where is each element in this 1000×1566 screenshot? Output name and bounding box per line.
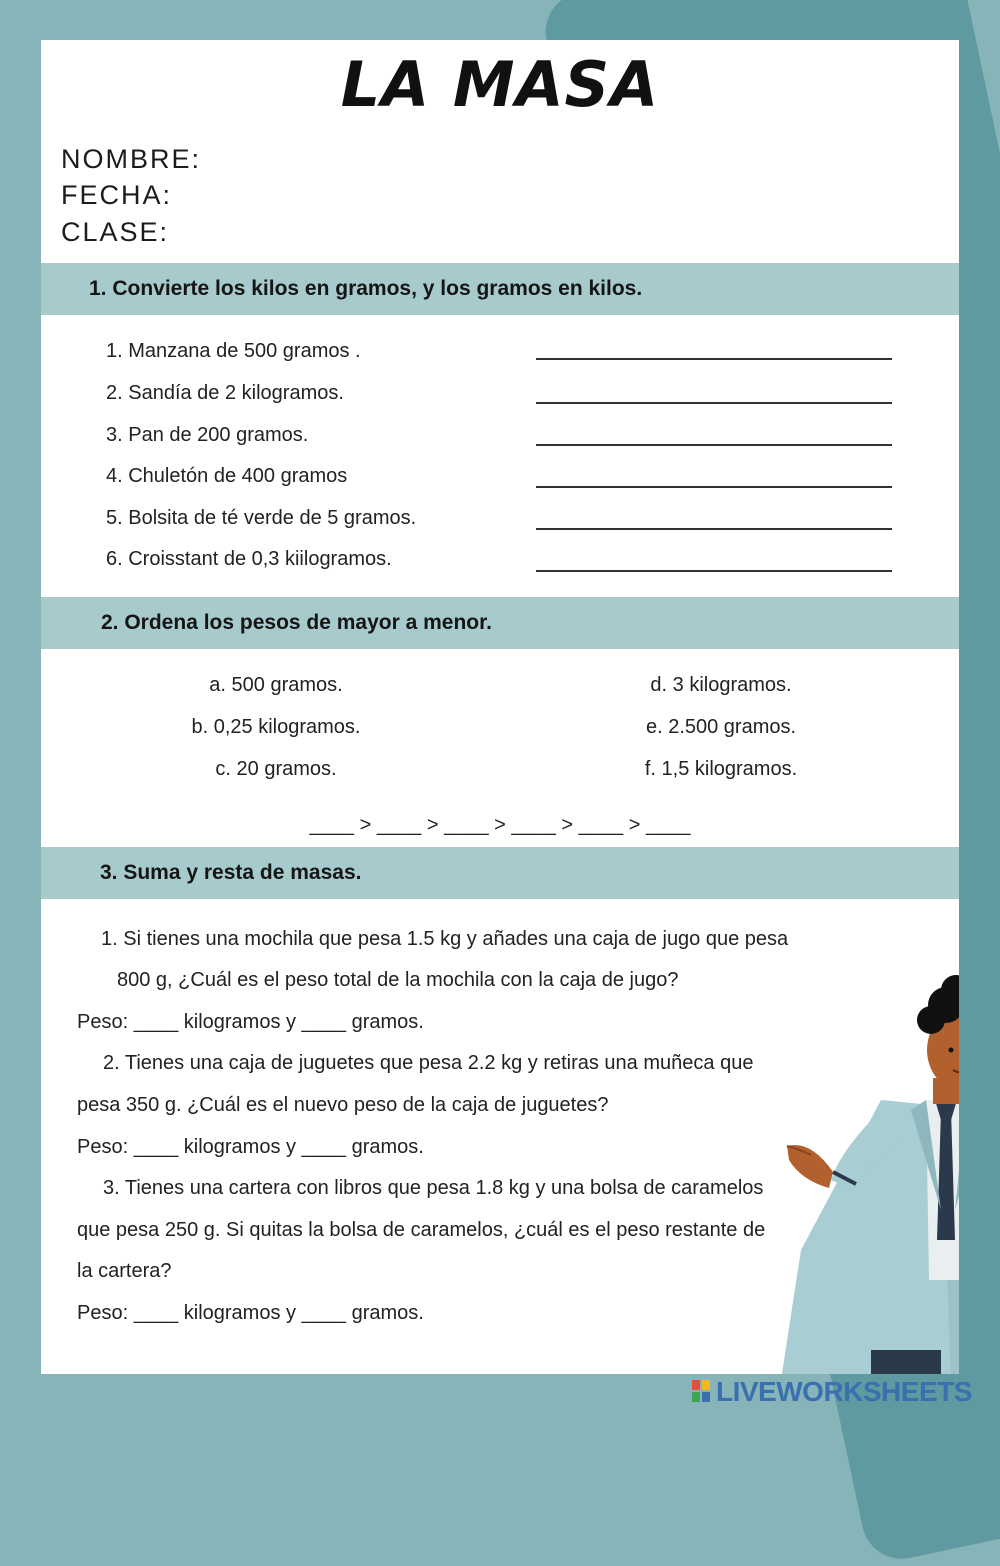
liveworksheets-logo-text: LIVEWORKSHEETS — [716, 1376, 972, 1407]
problem2-text: pesa 350 g. ¿Cuál es el nuevo peso de la caja de juguetes? — [77, 1094, 609, 1116]
q1-answer-line[interactable] — [536, 444, 892, 446]
order-answer-line[interactable]: ____ > ____ > ____ > ____ > ____ > ____ — [309, 814, 691, 836]
problem3-text: la cartera? — [77, 1260, 172, 1282]
weight-option-a: a. 500 gramos. — [209, 674, 343, 696]
problem3-answer[interactable]: Peso: ____ kilogramos y ____ gramos. — [77, 1302, 424, 1324]
q1-item: 5. Bolsita de té verde de 5 gramos. — [106, 507, 417, 529]
q1-item: 6. Croisstant de 0,3 kiilogramos. — [106, 548, 392, 570]
teacher-illustration — [741, 950, 959, 1374]
weight-option-c: c. 20 gramos. — [215, 758, 337, 780]
problem2-text: 2. Tienes una caja de juguetes que pesa 2.2 kg y retiras una muñeca que — [103, 1052, 754, 1074]
q1-answer-line[interactable] — [536, 570, 892, 572]
q1-item: 1. Manzana de 500 gramos . — [106, 340, 361, 362]
problem1-text: 800 g, ¿Cuál es el peso total de la mochila con la caja de jugo? — [117, 969, 679, 991]
weight-option-d: d. 3 kilogramos. — [650, 674, 792, 696]
q1-answer-line[interactable] — [536, 528, 892, 530]
section3-heading: 3. Suma y resta de masas. — [41, 847, 959, 899]
date-field-label: FECHA: — [61, 180, 173, 210]
name-field-label: NOMBRE: — [61, 144, 202, 174]
q1-answer-line[interactable] — [536, 402, 892, 404]
weight-option-f: f. 1,5 kilogramos. — [644, 758, 798, 780]
q1-answer-line[interactable] — [536, 358, 892, 360]
problem1-answer[interactable]: Peso: ____ kilogramos y ____ gramos. — [77, 1011, 424, 1033]
problem3-text: 3. Tienes una cartera con libros que pesa 1.8 kg y una bolsa de caramelos — [103, 1177, 764, 1199]
liveworksheets-logo-icon — [692, 1380, 712, 1404]
problem3-text: que pesa 250 g. Si quitas la bolsa de caramelos, ¿cuál es el peso restante de — [77, 1219, 766, 1241]
section1-heading: 1. Convierte los kilos en gramos, y los gramos en kilos. — [41, 263, 959, 315]
class-field-label: CLASE: — [61, 217, 170, 247]
page-title: LA MASA — [340, 48, 660, 121]
q1-answer-line[interactable] — [536, 486, 892, 488]
section2-heading: 2. Ordena los pesos de mayor a menor. — [41, 597, 959, 649]
weight-option-e: e. 2.500 gramos. — [645, 716, 797, 738]
q1-item: 2. Sandía de 2 kilogramos. — [106, 382, 344, 404]
q1-item: 3. Pan de 200 gramos. — [106, 424, 309, 446]
q1-item: 4. Chuletón de 400 gramos — [106, 465, 348, 487]
worksheet-page — [41, 40, 959, 1374]
liveworksheets-logo — [692, 1376, 972, 1408]
problem1-text: 1. Si tienes una mochila que pesa 1.5 kg y añades una caja de jugo que pesa — [101, 928, 789, 950]
problem2-answer[interactable]: Peso: ____ kilogramos y ____ gramos. — [77, 1136, 424, 1158]
weight-option-b: b. 0,25 kilogramos. — [191, 716, 361, 738]
